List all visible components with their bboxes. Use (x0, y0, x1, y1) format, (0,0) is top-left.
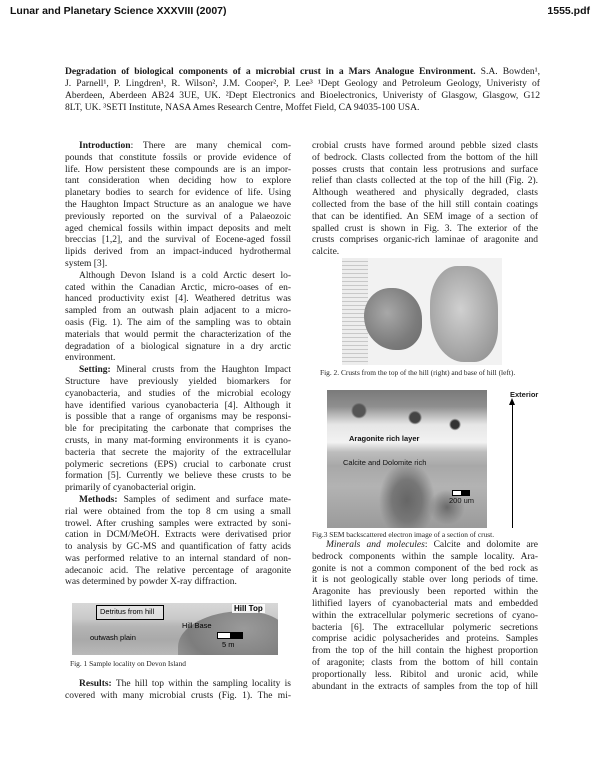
text-line: Minerals and molecules: Calcite and dolomite are (326, 540, 538, 550)
text-line: pounds that constitute fossils or provide evidence of (65, 152, 291, 163)
text-line: Aragonite has previously been reported within the (312, 587, 538, 598)
label-exterior: Exterior (510, 390, 539, 399)
text-line: crusts, in many mat-forming environments it is cyano- (65, 435, 291, 446)
section-heading: Minerals and molecules (326, 540, 425, 550)
text-line: adecanoic acid. The relative percentage of aragonite (65, 565, 291, 576)
text-line: Results: The hill top within the sampling locality is (79, 679, 291, 689)
figure-3-caption: Fig.3 SEM backscattered electron image of a section of crust. (312, 530, 495, 539)
text-line: have identified various cyanobacteria [4]. Although it (65, 400, 291, 411)
text-line: it is not geologically stable over long periods of time. (312, 575, 538, 586)
label-scale: 200 um (449, 496, 475, 505)
text-line: cated within the Canadian Arctic, micro-oases of en- (65, 282, 291, 293)
figure-3-sem-image (327, 390, 487, 528)
text-line: environment. (65, 353, 116, 364)
label-hill-base: Hill Base (182, 621, 212, 630)
text-line: aged chemical fossils within impact deposits and melt (65, 223, 291, 234)
text-line: previously reported on the survival of a Palaeozoic (65, 211, 291, 222)
text-line: lipids derived from an impact-induced hydrothermal (65, 247, 291, 258)
label-aragonite: Aragonite rich layer (349, 434, 420, 443)
text-line: spalled crust is shown in Fig. 3. The exterior of the (312, 223, 538, 234)
text-line: polymeric secretions (EPS) crucial to carbonate crust (65, 459, 291, 470)
paper-title: Degradation of biological components of a microbial crust in a Mars Analogue Environment. (65, 66, 476, 77)
figure-2-photo (342, 258, 502, 365)
text-line: primarily of cyanobacterial origin. (65, 483, 196, 494)
paragraph (312, 141, 538, 259)
text-line: trowel. After crushing samples were extracted by soni- (65, 518, 291, 529)
paragraph (65, 365, 291, 495)
text-line: Although Devon Island is a cold Arctic desert lo- (79, 270, 291, 281)
figure-1-caption: Fig. 1 Sample locality on Devon Island (70, 659, 186, 668)
paragraph (65, 495, 291, 589)
text-line: life. How persistent these compounds are is an impor- (65, 164, 291, 175)
text-line: breccias [1,2], and the survival of Eocene-aged fossil (65, 235, 291, 246)
text-line: within the extracellular polymeric secretions of cyano- (312, 610, 538, 621)
paragraph (65, 679, 291, 703)
paragraph (65, 141, 291, 271)
text-line: hanced productivity exist [4]. Weathered detritus was (65, 294, 291, 305)
text-line: planetary bodies to search for evidence of life. Using (65, 188, 291, 199)
crust-top-of-hill (430, 266, 498, 362)
text-line: to analysis by GC-MS and quantification of fatty acids (65, 542, 291, 553)
text-line: of bedrock. Clasts collected from the bottom of the hill (312, 152, 538, 163)
section-heading: Results: (79, 679, 112, 689)
section-heading: Methods: (79, 494, 118, 505)
paragraph (65, 271, 291, 365)
text-line: comprise acidic polysacherides and proteins. Samples (312, 634, 538, 645)
text-line: materials that would permit the characterization of the (65, 329, 291, 340)
text-line: relief than clasts collected at the top of the hill (Fig. 2). (312, 176, 538, 187)
text-line: bedrock components within the sample locality. Ara- (312, 551, 538, 562)
section-heading: Introduction (79, 141, 131, 151)
text-line: lithified layers of cyanobacterial mats and embedded (312, 598, 538, 609)
text-line: rial were obtained from the top 8 cm using a small (65, 506, 291, 517)
text-line: abundant in the extracts of samples from the top of hill (312, 681, 538, 692)
figure-1-photo (72, 603, 278, 655)
text-line: Although weathered and physically degraded, clasts (312, 188, 538, 199)
text-line: was performed relative to an internal standard of non- (65, 553, 291, 564)
title-line: 8LT, UK. ³SETI Institute, NASA Ames Research Centre, Moffet Field, CA 94035-100 USA. (65, 102, 420, 113)
text-line: bacteria that secrete the majority of the extracellular (65, 447, 291, 458)
text-line: collected from the base of the hill still contain coatings (312, 199, 538, 210)
text-line: covered with many microbial crusts (Fig. 1). The mi- (65, 690, 291, 701)
text-line: Structure have previously yielded biomarkers for (65, 376, 291, 387)
text-line: was determined by powder X-ray diffraction. (65, 577, 237, 588)
text-line: bacteria [6]. The extracellular polymeric secretions (312, 622, 538, 633)
title-line: J. Parnell¹, P. Lingdren¹, R. Wilson², J.M. Cooper², P. Lee³ ¹Dept Geology and Petroleum Geology, Univeristy of (65, 78, 540, 89)
title-line (65, 66, 540, 78)
results-section (65, 679, 291, 703)
text-line: from the top of the hill contain the highest proportion (312, 646, 538, 657)
crust-base-of-hill (364, 288, 422, 350)
text-line: cyanobacteria, and studies of the microbial ecology (65, 388, 291, 399)
right-column (312, 141, 538, 259)
text-line: oasis (Fig. 1). The aim of the sampling was to obtain (65, 317, 291, 328)
title-block (65, 66, 540, 114)
left-column (65, 141, 291, 589)
text-line: the Haughton Impact Structure as an analogue we have (65, 199, 291, 210)
authors: S.A. Bowden¹, (475, 66, 540, 77)
text-line: Methods: Samples of sediment and surface mate- (79, 494, 291, 505)
text-line: Setting: Mineral crusts from the Haughton Impact (79, 365, 291, 376)
text-line: that can be identified. An SEM image of a section of (312, 211, 538, 222)
text-line: crusts comprises organic-rich laminae of aragonite and (312, 235, 538, 246)
text-line: ble for precipitating the carbonate that comprises the (65, 424, 291, 435)
text-line: is possible that a range of organisms may be responsi- (65, 412, 291, 423)
exterior-arrow (512, 402, 513, 528)
text-line: of aragonite; clasts from the bottom of hill contain (312, 657, 538, 668)
text-line: degradation of a biological signature in a dry arctic (65, 341, 291, 352)
text-line: cation in DCM/MeOH. Extracts were derivatised prior (65, 530, 291, 541)
text-line: crobial crusts have formed around pebble sized clasts (312, 141, 538, 151)
text-line: posses crusts that contain less protrusions and surface (312, 164, 538, 175)
figure-2-caption: Fig. 2. Crusts from the top of the hill (right) and base of hill (left). (320, 368, 516, 377)
text-line: proportionally less. Ribitol and uronic acid, while (312, 669, 538, 680)
scale-bar (217, 632, 243, 639)
text-line: sampled from an outwash plain adjacent to a micro- (65, 306, 291, 317)
text-line: system [3]. (65, 258, 108, 269)
label-outwash: outwash plain (90, 633, 136, 642)
section-heading: Setting: (79, 365, 111, 376)
label-calcite: Calcite and Dolomite rich (343, 458, 427, 467)
text-line: calcite. (312, 247, 340, 258)
label-scale: 5 m (222, 640, 235, 649)
title-line: Aberdeen, Aberdeen AB24 3UE, UK. ²Dept Electronics and Bioelectronics, Univeristy of Glasgow, Glasgow, G12 (65, 90, 540, 101)
minerals-section (312, 540, 538, 693)
label-detritus: Detritus from hill (100, 607, 155, 616)
label-hill-top: Hill Top (234, 604, 263, 613)
paragraph (312, 540, 538, 693)
text-line: Introduction: There are many chemical com- (79, 141, 291, 151)
file-name: 1555.pdf (547, 5, 590, 17)
journal-header: Lunar and Planetary Science XXXVIII (2007) (10, 5, 227, 17)
text-line: gonite is not a common component of the bed rock as (312, 563, 538, 574)
text-line: tant consideration when deciding how to explore (65, 176, 291, 187)
text-line: formation [5]. Currently we believe these crusts to be (65, 471, 291, 482)
